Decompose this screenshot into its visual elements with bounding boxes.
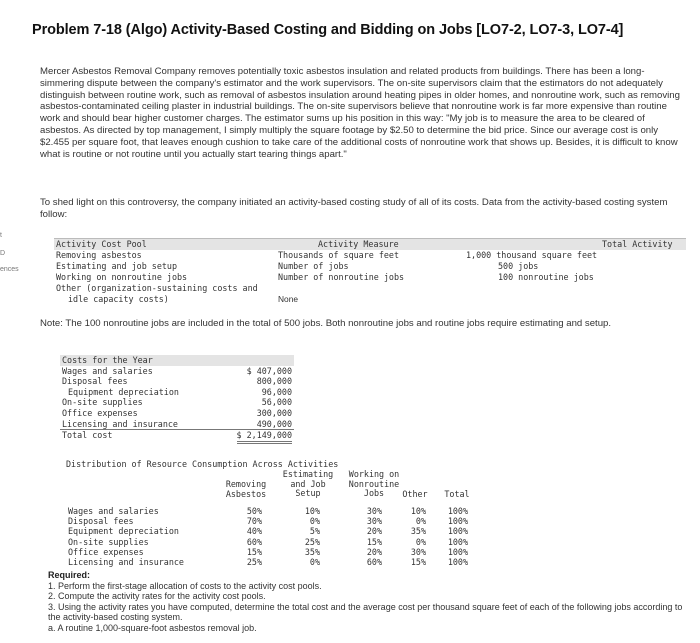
- cost-row: [60, 366, 294, 377]
- distribution-cell: 100%: [447, 536, 468, 547]
- distribution-row: [66, 506, 670, 516]
- cost-total-label: Total cost: [62, 430, 113, 441]
- header-line: and Job: [290, 478, 326, 489]
- costs-table: [60, 355, 294, 441]
- distribution-row: [66, 526, 670, 536]
- header-line: Nonroutine: [348, 478, 400, 489]
- activity-row: [54, 283, 686, 294]
- intro-paragraph: Mercer Asbestos Removal Company removes potentially toxic asbestos insulation and related products from buildings. There has been a long-simmering dispute between the company's estimator and the work supervisors. The on-site supervisors claim that the estimators do not adequately distinguish between routine work, such as removal of asbestos insulation around heating pipes in older homes, and nonroutine work, such as removing asbestos-contaminated ceiling plaster in industrial buildings. The on-site supervisors believe that nonroutine work is far more expensive than routine work and should bear higher customer charges. The estimator sums up his position in this way: "My job is to measure the area to be cleared of asbestos. As directed by top management, I simply multiply the square footage by $2.50 to determine the bid price. Since our average cost is only $2.455 per square foot, that leaves enough cushion to take care of the additional costs of nonroutine work that shows up. Besides, it is difficult to know what is routine or not routine until you actually start tearing things apart.": [40, 66, 680, 160]
- distribution-row: [66, 516, 670, 526]
- activity-row: [54, 272, 686, 283]
- distribution-table: [66, 470, 670, 567]
- distribution-row: [66, 557, 670, 567]
- required-section: [48, 570, 688, 634]
- header-line: Total: [444, 489, 470, 499]
- problem-title: Problem 7-18 (Algo) Activity-Based Costing and Bidding on Jobs [LO7-2, LO7-3, LO7-4]: [32, 22, 624, 38]
- cost-value: $ 407,000: [246, 365, 292, 376]
- activity-measure: Number of jobs: [278, 261, 349, 271]
- edge-fragment-1: t: [0, 232, 2, 239]
- activity-measure: Thousands of square feet: [278, 250, 400, 260]
- distribution-cell: 30%: [366, 516, 382, 527]
- distribution-row-label: On-site supplies: [68, 536, 149, 547]
- cost-row: [60, 419, 294, 430]
- header-line: Other: [402, 489, 428, 499]
- cost-value: 800,000: [256, 376, 292, 387]
- cost-value: 56,000: [261, 397, 292, 408]
- distribution-cell: 60%: [366, 556, 382, 567]
- activity-total: 500 jobs: [498, 261, 539, 271]
- distribution-title: Distribution of Resource Consumption Across Activities: [66, 459, 339, 469]
- activity-pool: Estimating and job setup: [56, 261, 178, 271]
- activity-measure-none: None: [278, 294, 299, 304]
- cost-total-row: [60, 429, 294, 441]
- distribution-cell: 35%: [410, 526, 426, 537]
- cost-value: 490,000: [256, 418, 292, 429]
- cost-label: Office expenses: [62, 407, 138, 418]
- distribution-cell: 30%: [410, 546, 426, 557]
- cost-row: [60, 387, 294, 398]
- activity-pool: Other (organization-sustaining costs and: [56, 283, 258, 293]
- activity-total: 100 nonroutine jobs: [498, 272, 594, 282]
- cost-value: 96,000: [261, 386, 292, 397]
- edge-fragment-2: D: [0, 250, 6, 257]
- required-item-2: 2. Compute the activity rates for the activity cost pools.: [48, 591, 266, 602]
- cost-label: On-site supplies: [62, 397, 143, 408]
- distribution-cell: 100%: [447, 516, 468, 527]
- header-line: Setup: [295, 488, 321, 499]
- header-line: Estimating: [282, 469, 334, 479]
- distribution-row-label: Licensing and insurance: [68, 556, 184, 567]
- distribution-cell: 70%: [246, 516, 262, 527]
- distribution-row-label: Wages and salaries: [68, 506, 159, 516]
- activity-pool: Working on nonroutine jobs: [56, 272, 188, 282]
- costs-header: [60, 355, 294, 366]
- required-item-1: 1. Perform the first-stage allocation of costs to the activity cost pools.: [48, 580, 322, 591]
- note-text: Note: The 100 nonroutine jobs are included in the total of 500 jobs. Both nonroutine jobs and routine jobs require estimating and setup.: [40, 318, 612, 329]
- cost-label: Licensing and insurance: [62, 418, 178, 429]
- cost-label: Disposal fees: [62, 376, 128, 387]
- header-total: [432, 490, 482, 500]
- distribution-row: [66, 547, 670, 557]
- header-line: Removing: [225, 479, 267, 489]
- distribution-cell: 35%: [304, 546, 320, 557]
- header-total-activity: Total Activity: [602, 239, 673, 249]
- cost-row: [60, 397, 294, 408]
- distribution-rows: [66, 506, 670, 567]
- distribution-cell: 20%: [366, 546, 382, 557]
- distribution-cell: 20%: [366, 526, 382, 537]
- distribution-cell: 0%: [309, 516, 320, 527]
- distribution-cell: 10%: [304, 506, 320, 516]
- distribution-cell: 40%: [246, 526, 262, 537]
- distribution-cell: 25%: [304, 536, 320, 547]
- distribution-cell: 100%: [447, 546, 468, 557]
- costs-header-label: Costs for the Year: [62, 355, 153, 365]
- cost-total-value: $ 2,149,000: [237, 430, 292, 444]
- header-activity-cost-pool: Activity Cost Pool: [56, 239, 147, 249]
- header-line: Asbestos: [225, 488, 267, 499]
- activity-table: [54, 238, 686, 305]
- distribution-cell: 5%: [309, 526, 320, 537]
- distribution-row: [66, 537, 670, 547]
- activity-table-header: [54, 238, 686, 250]
- header-line: Jobs: [363, 488, 385, 499]
- activity-row: [54, 261, 686, 272]
- activity-row: [54, 250, 686, 261]
- distribution-cell: 25%: [246, 556, 262, 567]
- distribution-cell: 15%: [410, 556, 426, 567]
- required-item-3: 3. Using the activity rates you have computed, determine the total cost and the average cost per thousand square feet of each of the following jobs according to the activity-based costing system.: [48, 601, 683, 623]
- activity-row: [54, 294, 686, 305]
- distribution-row-label: Office expenses: [68, 546, 144, 557]
- cost-row: [60, 408, 294, 419]
- cost-value: 300,000: [256, 407, 292, 418]
- cost-label: Equipment depreciation: [68, 386, 179, 397]
- distribution-cell: 15%: [246, 546, 262, 557]
- activity-measure: Number of nonroutine jobs: [278, 272, 405, 282]
- activity-pool: Removing asbestos: [56, 250, 142, 260]
- distribution-cell: 0%: [309, 556, 320, 567]
- distribution-row-label: Equipment depreciation: [68, 526, 179, 537]
- distribution-cell: 30%: [366, 506, 382, 516]
- activity-total: 1,000 thousand square feet: [466, 250, 598, 260]
- cost-row: [60, 376, 294, 387]
- distribution-cell: 0%: [415, 536, 426, 547]
- cost-label: Wages and salaries: [62, 365, 153, 376]
- distribution-cell: 60%: [246, 536, 262, 547]
- distribution-cell: 10%: [410, 506, 426, 516]
- header-line: Working on: [348, 469, 400, 479]
- distribution-cell: 0%: [415, 516, 426, 527]
- distribution-header: [66, 470, 670, 506]
- distribution-row-label: Disposal fees: [68, 516, 134, 527]
- distribution-cell: 100%: [447, 506, 468, 516]
- header-removing-asbestos: [216, 480, 276, 499]
- required-heading: Required:: [48, 570, 91, 580]
- distribution-cell: 100%: [447, 556, 468, 567]
- distribution-cell: 15%: [366, 536, 382, 547]
- distribution-cell: 100%: [447, 526, 468, 537]
- distribution-cell: 50%: [246, 506, 262, 516]
- activity-pool-continued: idle capacity costs): [68, 294, 169, 304]
- header-activity-measure: Activity Measure: [318, 239, 399, 249]
- header-estimating-setup: [276, 470, 340, 499]
- edge-fragment-3: ences: [0, 266, 19, 273]
- required-sub-item-a: a. A routine 1,000-square-foot asbestos removal job.: [48, 622, 257, 633]
- abc-study-paragraph: To shed light on this controversy, the company initiated an activity-based costing study of all of its costs. Data from the activity-based costing system follow:: [40, 197, 668, 220]
